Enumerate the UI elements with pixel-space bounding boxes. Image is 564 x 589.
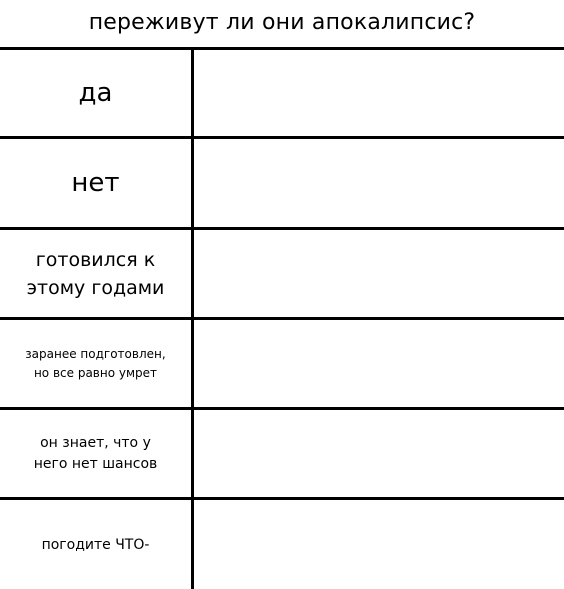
answer-cell <box>194 230 564 317</box>
row-label-prepared-for-years <box>0 230 191 317</box>
row-label-no-chance <box>0 410 191 497</box>
answer-cell <box>194 139 564 227</box>
row-label-text: заранее подготовлен, но все равно умрет <box>25 346 166 380</box>
alignment-chart <box>0 47 564 589</box>
row-label-yes <box>0 50 191 136</box>
answer-cell <box>194 320 564 407</box>
page-title: переживут ли они апокалипсис? <box>88 10 476 35</box>
row-label-wait-what <box>0 500 191 589</box>
answer-cell <box>194 410 564 497</box>
row-label-text: нет <box>71 168 120 198</box>
row-label-prepared-but-dies <box>0 320 191 407</box>
answer-cell <box>194 50 564 136</box>
answer-cell <box>194 500 564 589</box>
row-label-text: погодите ЧТО- <box>41 536 150 553</box>
row-label-no <box>0 139 191 227</box>
row-label-text: он знает, что у него нет шансов <box>33 434 158 472</box>
row-label-text: да <box>78 78 113 108</box>
row-label-text: готовился к этому годами <box>26 248 165 299</box>
